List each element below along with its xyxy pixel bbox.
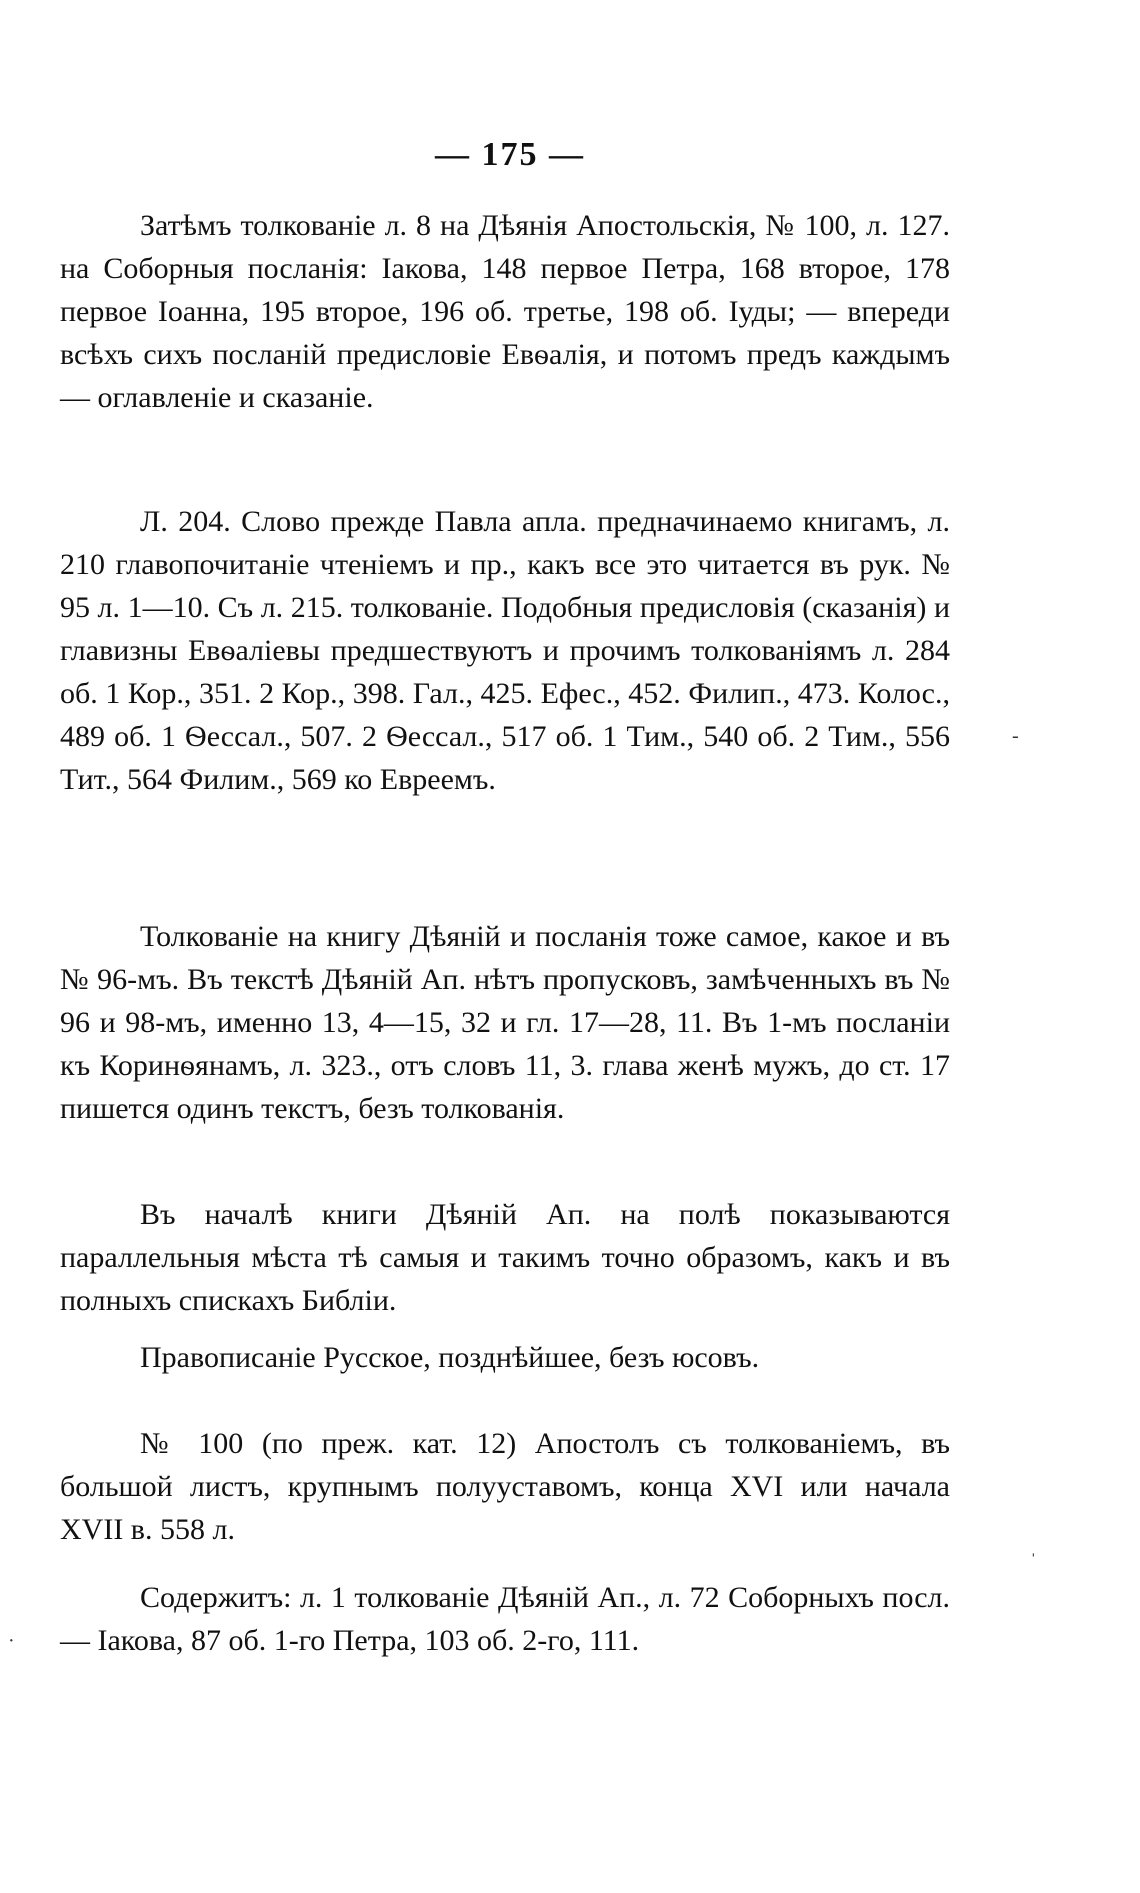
paragraph-text: Л. 204. Слово прежде Павла апла. предначинаемо книгамъ, л. 210 главопочитаніе чтеніемъ и пр., какъ все это читается въ рук. № 95 л. 1—10. Съ л. 215. толкованіе. Подобныя предисловія (сказанія) и главизны Евѳаліевы предшествуютъ и прочимъ толкованіямъ л. 284 об. 1 Кор., 351. 2 Кор., 398. Гал., 425. Ефес., 452. Филип., 473. Колос., 489 об. 1 Ѳессал., 507. 2 Ѳессал., 517 об. 1 Тим., 540 об. 2 Тим., 556 Тит., 564 Филим., 569 ко Евреемъ. [60, 505, 950, 796]
paragraph-acts [60, 915, 950, 1130]
paragraph-text: Содержитъ: л. 1 толкованіе Дѣяній Ап., л. 72 Соборныхъ посл. — Іакова, 87 об. 1-го Петра, 103 об. 2-го, 111. [60, 1581, 950, 1657]
paragraph-entry-100 [60, 1422, 950, 1551]
paragraph-text: Правописаніе Русское, позднѣйшее, безъ юсовъ. [140, 1341, 760, 1374]
page-number: — 175 — [435, 136, 585, 173]
paragraph-prefaces [60, 500, 950, 801]
paragraph-text: № 100 (по преж. кат. 12) Апостолъ съ толкованіемъ, въ большой листъ, крупнымъ полууставомъ, конца XVI или начала XVII в. 558 л. [60, 1427, 950, 1546]
paragraph-text: Затѣмъ толкованіе л. 8 на Дѣянія Апостольскія, № 100, л. 127. на Соборныя посланія: Іакова, 148 первое Петра, 168 второе, 178 первое Іоанна, 195 второе, 196 об. третье, 198 об. Іуды; — впереди всѣхъ сихъ посланій предисловіе Евѳалія, и потомъ предъ каждымъ — оглавленіе и сказаніе. [60, 209, 950, 414]
paragraph-text: Толкованіе на книгу Дѣяній и посланія тоже самое, какое и въ № 96-мъ. Въ текстѣ Дѣяній Ап. нѣтъ пропусковъ, замѣченныхъ въ № 96 и 98-мъ, именно 13, 4—15, 32 и гл. 17—28, 11. Въ 1-мъ посланіи къ Коринѳянамъ, л. 323., отъ словъ 11, 3. глава женѣ мужъ, до ст. 17 пишется одинъ текстъ, безъ толкованія. [60, 920, 950, 1125]
paragraph-intro [60, 204, 950, 419]
paragraph-text: Въ началѣ книги Дѣяній Ап. на полѣ показываются параллельныя мѣста тѣ самыя и такимъ точно образомъ, какъ и въ полныхъ спискахъ Библіи. [60, 1198, 950, 1317]
print-speck: - [1012, 725, 1019, 747]
print-speck: ˌ [1030, 1535, 1037, 1557]
print-speck: · [8, 1630, 15, 1652]
paragraph-spelling [60, 1336, 950, 1379]
paragraph-contents [60, 1576, 950, 1662]
paragraph-parallels [60, 1193, 950, 1322]
